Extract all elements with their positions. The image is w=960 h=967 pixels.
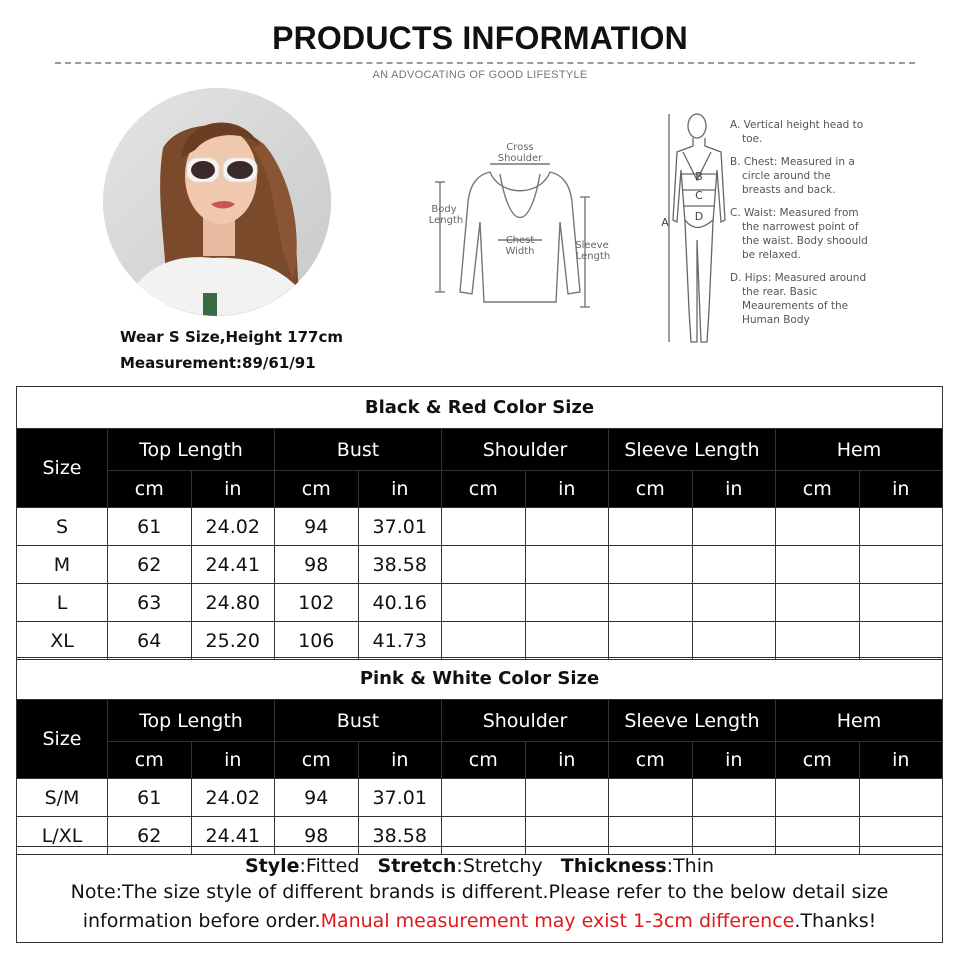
body-length-label-2: Length [428,215,464,226]
units-row [17,471,943,508]
table-cell [776,622,860,660]
body-measurement-notes [730,118,870,336]
table-cell: 61 [108,779,192,817]
body-measurement-diagram [655,110,735,350]
unit-header: in [525,471,609,508]
measurement-warning: Manual measurement may exist 1-3cm difference [320,910,795,932]
table-row [17,584,943,622]
stretch-value: :Stretchy [456,855,543,877]
table-row [17,622,943,660]
table-cell [442,622,526,660]
thickness-value: :Thin [666,855,715,877]
table-cell: 61 [108,508,192,546]
table-cell: 37.01 [358,508,442,546]
size-header: Size [17,700,108,779]
table-cell: 94 [275,508,359,546]
table-cell [609,508,693,546]
table-cell [776,779,860,817]
table-cell: 37.01 [358,779,442,817]
shirt-measurement-diagram [420,142,620,322]
unit-header: cm [776,742,860,779]
table-caption: Pink & White Color Size [17,658,943,700]
table-row [17,546,943,584]
size-cell: M [17,546,108,584]
table-cell: 62 [108,546,192,584]
tagline: AN ADVOCATING OF GOOD LIFESTYLE [372,69,588,81]
table-cell [609,546,693,584]
page-title: PRODUCTS INFORMATION [272,20,688,56]
note-d: D. Hips: Measured around the rear. Basic Meaurements of the Human Body [730,272,867,326]
table-cell: 64 [108,622,192,660]
table-cell: 62 [108,817,192,855]
table-cell: 40.16 [358,584,442,622]
body-letter-b: B [695,170,703,183]
unit-header: cm [275,742,359,779]
style-value: :Fitted [299,855,360,877]
body-length-label-1: Body [431,204,457,215]
unit-header: in [692,742,776,779]
black-red-size-table [16,386,943,660]
table-cell: 24.80 [191,584,275,622]
unit-header: in [191,471,275,508]
header-top-length: Top Length [108,429,275,471]
size-note-text: information before order. [82,910,321,932]
table-cell [859,546,943,584]
table-cell: 102 [275,584,359,622]
unit-header: cm [275,471,359,508]
model-wear-text: Wear S Size,Height 177cm [120,328,344,346]
header-sleeve-length: Sleeve Length [609,429,776,471]
size-cell: S/M [17,779,108,817]
table-cell: 38.58 [358,817,442,855]
product-footer [16,846,943,943]
pink-white-size-table [16,657,943,855]
table-cell [442,779,526,817]
table-row [17,508,943,546]
table-cell: 38.58 [358,546,442,584]
table-cell: 24.02 [191,779,275,817]
chest-width-label-2: Width [505,246,535,257]
sleeve-length-label-2: Length [575,251,611,262]
header-bust: Bust [275,700,442,742]
table-body [17,779,943,855]
table-cell [859,508,943,546]
table-cell: 63 [108,584,192,622]
unit-header: in [191,742,275,779]
header-shoulder: Shoulder [442,429,609,471]
table-cell [692,508,776,546]
unit-header: in [525,742,609,779]
model-illustration [103,88,331,316]
table-cell [609,584,693,622]
body-letter-c: C [695,189,703,202]
dashed-divider [55,62,915,64]
size-cell: L/XL [17,817,108,855]
table-cell: 24.41 [191,817,275,855]
table-cell [609,622,693,660]
table-cell: 41.73 [358,622,442,660]
model-caption [120,324,343,376]
size-cell: L [17,584,108,622]
size-cell: XL [17,622,108,660]
table-cell [859,584,943,622]
table-cell [525,584,609,622]
unit-header: in [358,742,442,779]
unit-header: in [859,471,943,508]
table-cell [525,622,609,660]
unit-header: in [692,471,776,508]
table-cell: 106 [275,622,359,660]
table-cell [442,584,526,622]
unit-header: cm [442,742,526,779]
header-hem: Hem [776,429,943,471]
table-cell [776,546,860,584]
table-cell: 98 [275,817,359,855]
table-cell [609,779,693,817]
header-shoulder: Shoulder [442,700,609,742]
body-letter-a: A [661,216,669,229]
note-c: C. Waist: Measured from the narrowest point of the waist. Body shoould be relaxed. [730,207,868,261]
table-cell [525,546,609,584]
size-note-line-1: Note:The size style of different brands is different.Please refer to the below detail size [70,881,889,903]
size-note-end: .Thanks! [794,910,877,932]
size-note-line-2 [17,907,942,936]
thickness-label: Thickness [560,855,667,877]
cross-shoulder-label-1: Cross [506,142,534,153]
note-b: B. Chest: Measured in a circle around the breasts and back. [730,156,855,196]
unit-header: cm [442,471,526,508]
body-letter-d: D [694,210,704,223]
table-cell [776,584,860,622]
table-cell [692,779,776,817]
table-cell [692,622,776,660]
table-cell [859,622,943,660]
unit-header: cm [108,742,192,779]
table-cell [776,508,860,546]
model-measurement-text: Measurement:89/61/91 [120,354,316,372]
table-cell: 24.41 [191,546,275,584]
table-cell [525,508,609,546]
style-label: Style [244,855,300,877]
table-caption: Black & Red Color Size [17,387,943,429]
model-photo [103,88,331,316]
cross-shoulder-label-2: Shoulder [497,153,543,164]
unit-header: cm [108,471,192,508]
table-cell [692,584,776,622]
stretch-label: Stretch [377,855,457,877]
table-cell: 98 [275,546,359,584]
sleeve-length-label-1: Sleeve [575,240,609,251]
fabric-info [17,854,942,878]
table-body [17,508,943,660]
table-cell [442,508,526,546]
unit-header: cm [776,471,860,508]
table-cell [859,779,943,817]
table-cell: 24.02 [191,508,275,546]
table-cell [525,779,609,817]
unit-header: cm [609,471,693,508]
header-hem: Hem [776,700,943,742]
unit-header: in [358,471,442,508]
table-cell: 94 [275,779,359,817]
unit-header: in [859,742,943,779]
size-header: Size [17,429,108,508]
table-cell [692,546,776,584]
header-top-length: Top Length [108,700,275,742]
unit-header: cm [609,742,693,779]
table-row [17,779,943,817]
table-cell: 25.20 [191,622,275,660]
note-a: A. Vertical height head to toe. [730,119,864,145]
units-row [17,742,943,779]
header-bust: Bust [275,429,442,471]
chest-width-label-1: Chest [505,235,535,246]
header-sleeve-length: Sleeve Length [609,700,776,742]
table-cell [442,546,526,584]
size-cell: S [17,508,108,546]
